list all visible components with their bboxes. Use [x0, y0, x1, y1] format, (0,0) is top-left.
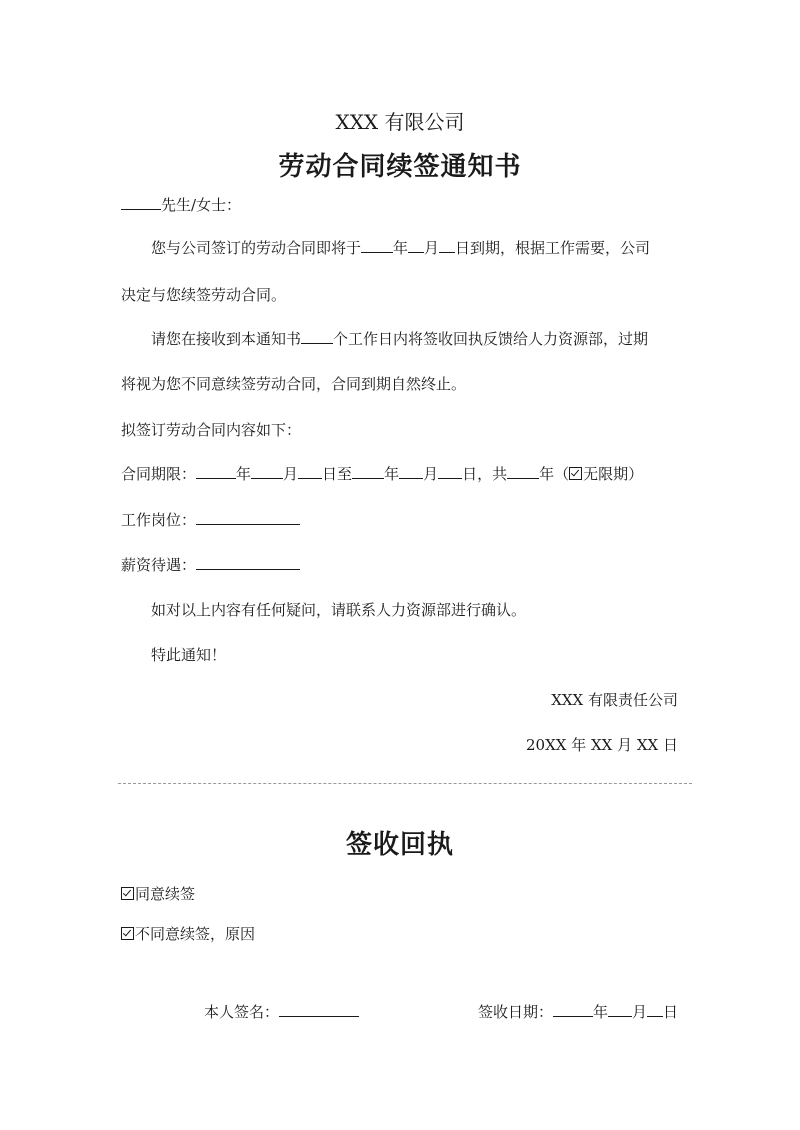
term-end-year-label: 年 [384, 465, 400, 483]
term-month-label: 月 [283, 465, 299, 483]
term-end-month-label: 月 [423, 465, 439, 483]
receipt-month-label: 月 [631, 1003, 647, 1021]
receipt-month-blank [608, 1002, 632, 1017]
company-name: XXX 有限公司 [335, 110, 465, 134]
agree-label: 同意续签 [135, 885, 196, 903]
signature-blank [279, 1002, 359, 1017]
sign-line [204, 1002, 359, 1022]
name-blank [121, 195, 161, 210]
year-blank [361, 238, 393, 253]
date-label: 签收日期： [477, 1003, 553, 1021]
term-day-to: 日至 [322, 465, 353, 483]
cut-line-divider [118, 783, 692, 784]
receipt-day-label: 日 [662, 1003, 678, 1021]
month-label: 月 [424, 239, 440, 257]
term-year-open: 年（ [539, 465, 570, 483]
contact-line: 如对以上内容有任何疑问，请联系人力资源部进行确认。 [151, 601, 527, 619]
position-blank [196, 510, 300, 525]
contract-term-line [121, 464, 643, 484]
para1-text-b: 日到期，根据工作需要，公司 [455, 239, 651, 257]
signature-company: XXX 有限责任公司 [551, 691, 678, 709]
closing-line: 特此通知！ [151, 646, 227, 664]
year-label: 年 [393, 239, 409, 257]
day-blank [439, 238, 455, 253]
month-blank [408, 238, 424, 253]
workdays-blank [301, 329, 333, 344]
receipt-day-blank [647, 1002, 663, 1017]
signature-date: 20XX 年 XX 月 XX 日 [526, 736, 678, 754]
contents-intro: 拟签订劳动合同内容如下： [121, 421, 302, 439]
option-disagree [121, 924, 255, 944]
paragraph-2 [151, 329, 648, 349]
position-line [121, 510, 300, 530]
term-start-month-blank [251, 464, 283, 479]
salary-line [121, 555, 300, 575]
checkbox-checked-icon[interactable] [569, 467, 582, 480]
term-day-total: 日，共 [462, 465, 508, 483]
disagree-label: 不同意续签，原因 [135, 925, 256, 943]
term-unlimited: 无限期） [583, 465, 644, 483]
position-label: 工作岗位： [121, 511, 197, 529]
agree-checkbox-icon[interactable] [121, 887, 134, 900]
sign-label: 本人签名： [204, 1003, 280, 1021]
term-end-year-blank [352, 464, 384, 479]
term-start-day-blank [298, 464, 322, 479]
salutation-line [121, 195, 241, 215]
para1-text-a: 您与公司签订的劳动合同即将于 [151, 239, 362, 257]
term-end-day-blank [438, 464, 462, 479]
salary-label: 薪资待遇： [121, 556, 197, 574]
term-end-month-blank [399, 464, 423, 479]
paragraph-1-line2: 决定与您续签劳动合同。 [121, 286, 287, 304]
receipt-year-blank [553, 1002, 593, 1017]
disagree-checkbox-icon[interactable] [121, 927, 134, 940]
para2-text-b: 个工作日内将签收回执反馈给人力资源部，过期 [333, 330, 649, 348]
receipt-year-label: 年 [592, 1003, 608, 1021]
paragraph-2-line2: 将视为您不同意续签劳动合同，合同到期自然终止。 [121, 375, 467, 393]
option-agree [121, 884, 195, 904]
receipt-title: 签收回执 [345, 830, 454, 860]
document-title: 劳动合同续签通知书 [278, 152, 522, 182]
term-label: 合同期限： [121, 465, 197, 483]
para2-text-a: 请您在接收到本通知书 [151, 330, 302, 348]
term-start-year-blank [196, 464, 236, 479]
term-total-blank [507, 464, 539, 479]
salary-blank [196, 555, 300, 570]
salutation: 先生/女士： [161, 196, 242, 214]
receipt-date-line [478, 1002, 678, 1022]
term-year-label: 年 [236, 465, 252, 483]
paragraph-1 [151, 238, 650, 258]
